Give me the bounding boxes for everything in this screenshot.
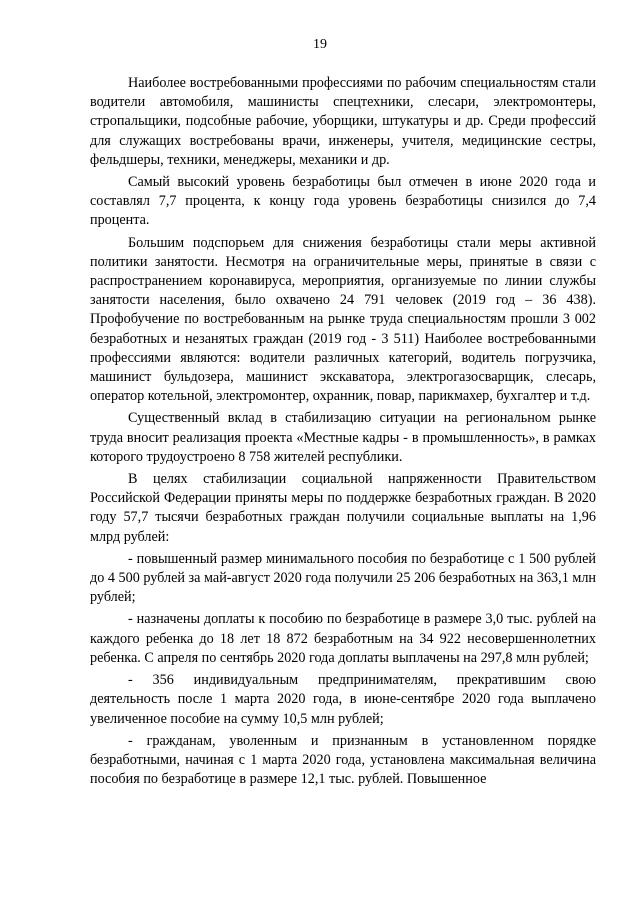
paragraph-popular-professions: Наиболее востребованными профессиями по рабочим специальностям стали водители автомобиля, машинисты спецтехники, слесари, электромонтеры, стропальщики, подсобные рабочие, уборщики, штукатуры и др. Среди профессий для служащих востребованы врачи, инженеры, учителя, медицинские сестры, фельдшеры, техники, менеджеры, механики и др. [90,75,596,168]
list-item-increased-minimum-benefit: - повышенный размер минимального пособия по безработице с 1 500 рублей до 4 500 рублей за май-август 2020 года получили 25 206 безработных на 363,1 млн рублей; [90,550,596,606]
paragraph-active-employment-policy: Большим подспорьем для снижения безработицы стали меры активной политики занятости. Несмотря на ограничительные меры, принятые в связи с распространением коронавируса, мероприятия, организуемые по линии службы занятости населения, было охвачено 24 791 человек (2019 год – 36 438). Профобучение по востребованным на рынке труда специальностям прошли 3 002 безработных и незанятых граждан (2019 год - 3 511) Наиболее востребованными профессиями являются: водители различных категорий, водитель погрузчика, машинист бульдозера, машинист экскаватора, электрогазосварщик, слесарь, оператор котельной, электромонтер, охранник, повар, парикмахер, бухгалтер и т.д. [90,234,596,405]
paragraph-government-measures: В целях стабилизации социальной напряженности Правительством Российской Федерации приняты меры по поддержке безработных граждан. В 2020 году 57,7 тысячи безработных граждан получили социальные выплаты на 1,96 млрд рублей: [90,471,596,545]
list-item-maximum-benefit: - гражданам, уволенным и признанным в установленном порядке безработными, начиная с 1 марта 2020 года, установлена максимальная величина пособия по безработице в размере 12,1 тыс. рублей. Повышенное [90,732,596,788]
page-number: 19 [313,37,327,52]
paragraph-local-personnel-project: Существенный вклад в стабилизацию ситуации на региональном рынке труда вносит реализация проекта «Местные кадры - в промышленность», в рамках которого трудоустроено 8 758 жителей республики. [90,410,596,465]
list-item-child-supplements: - назначены доплаты к пособию по безработице в размере 3,0 тыс. рублей на каждого ребенка до 18 лет 18 872 безработным на 34 922 несовершеннолетних ребенка. С апреля по сентябрь 2020 года доплаты выплачены на 297,8 млн рублей; [90,611,596,666]
document-body [90,74,596,792]
list-item-entrepreneurs-benefit: - 356 индивидуальным предпринимателям, прекратившим свою деятельность после 1 марта 2020 года, в июне-сентябре 2020 года выплачено увеличенное пособие на сумму 10,5 млн рублей; [90,672,596,727]
paragraph-unemployment-peak: Самый высокий уровень безработицы был отмечен в июне 2020 года и составлял 7,7 процента, к концу года уровень безработицы снизился до 7,4 процента. [90,174,596,229]
